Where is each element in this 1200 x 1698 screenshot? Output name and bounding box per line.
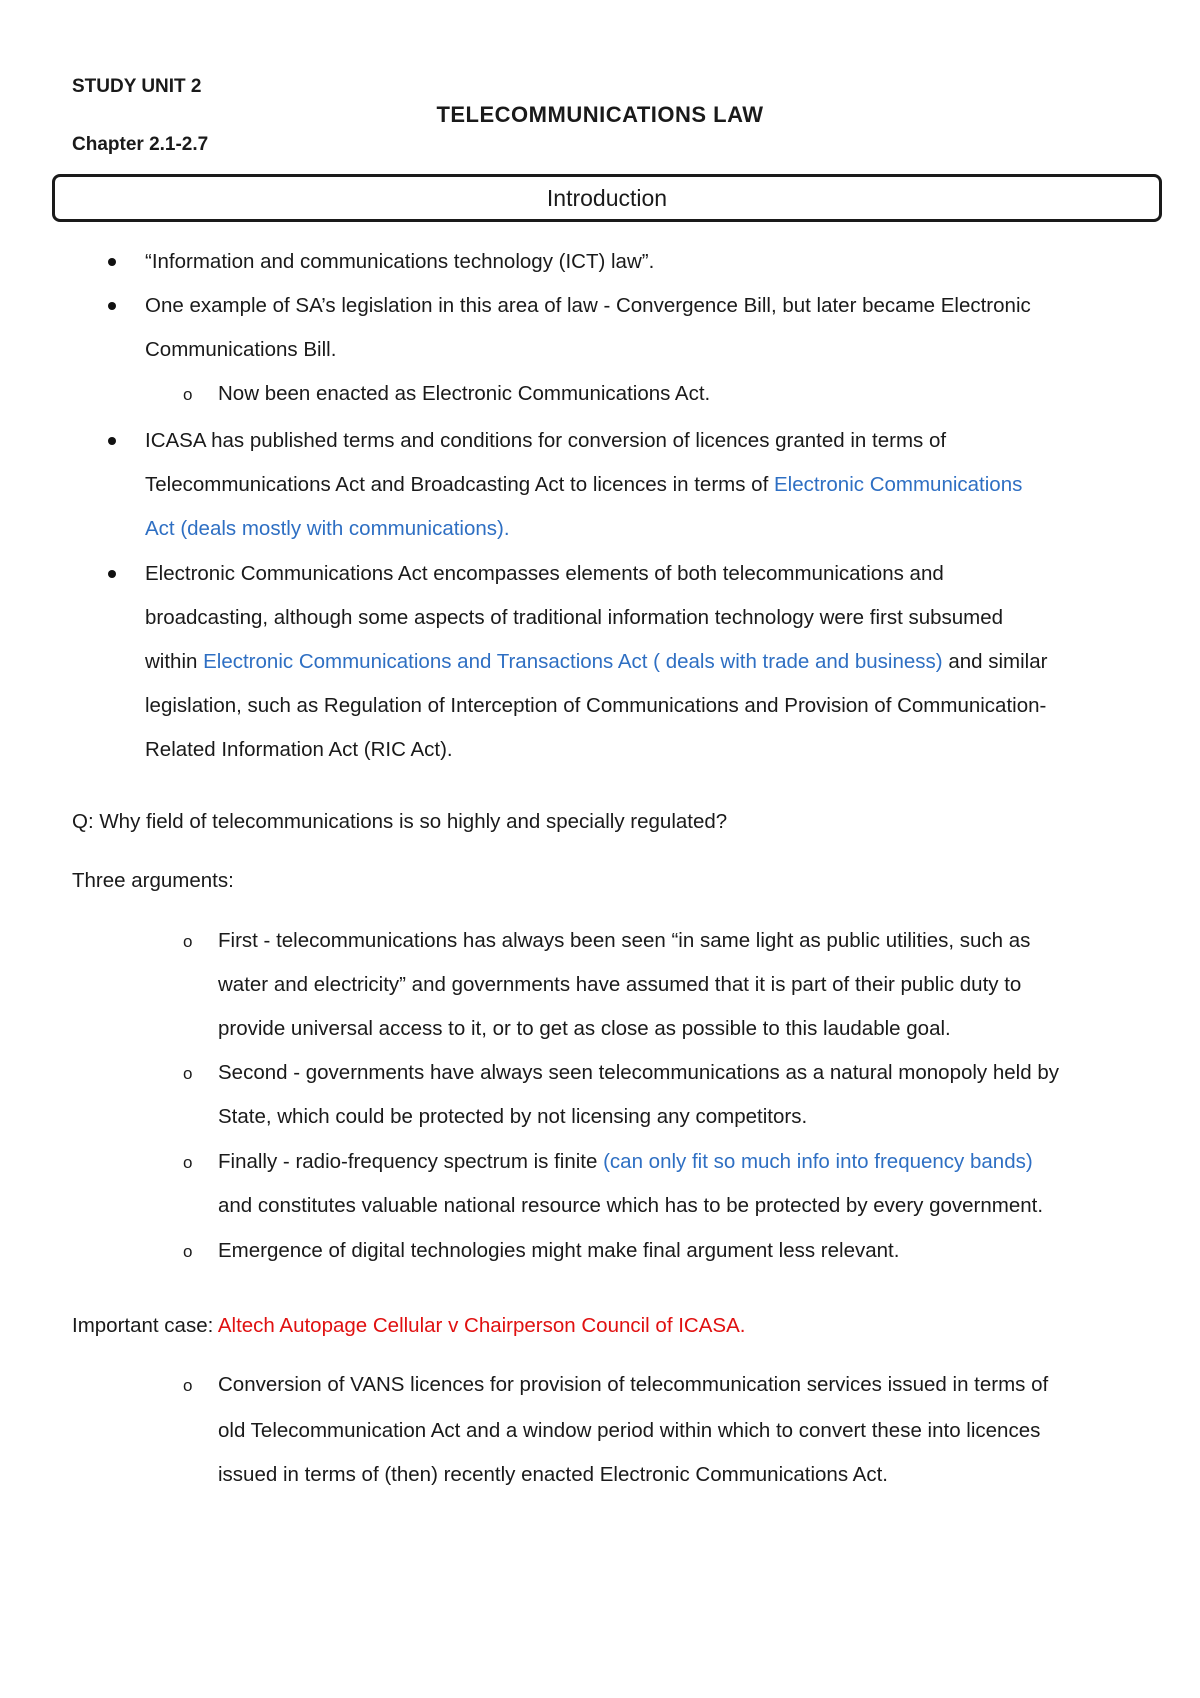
chapter-label: Chapter 2.1-2.7 [72, 134, 209, 155]
text-run: and similar [942, 650, 1048, 673]
bullet-icon [108, 570, 116, 578]
case-name: Altech Autopage Cellular v Chairperson Council of ICASA. [217, 1314, 746, 1337]
argument-item: First - telecommunications has always been seen “in same light as public utilities, such as [218, 929, 1031, 952]
study-unit-label: STUDY UNIT 2 [72, 76, 202, 97]
case-point-continuation: issued in terms of (then) recently enacted Electronic Communications Act. [218, 1463, 888, 1486]
argument-item [218, 1150, 1033, 1174]
document-title: TELECOMMUNICATIONS LAW [436, 102, 764, 127]
argument-continuation: State, which could be protected by not licensing any competitors. [218, 1105, 808, 1128]
sub-bullet-icon: o [183, 1376, 193, 1395]
list-item-continuation: broadcasting, although some aspects of traditional information technology were first subsumed [145, 606, 1004, 629]
list-item: Electronic Communications Act encompasses elements of both telecommunications and [145, 562, 944, 585]
list-item-continuation: legislation, such as Regulation of Interception of Communications and Provision of Communication- [145, 694, 1047, 717]
argument-continuation: water and electricity” and governments have assumed that it is part of their public duty to [218, 973, 1022, 996]
list-item: One example of SA’s legislation in this area of law - Convergence Bill, but later became Electronic [145, 294, 1031, 317]
highlight-note: (can only fit so much info into frequency bands) [603, 1150, 1033, 1173]
argument-continuation: provide universal access to it, or to get as close as possible to this laudable goal. [218, 1017, 951, 1040]
act-reference-continuation: Act (deals mostly with communications). [145, 517, 510, 540]
sub-bullet-icon: o [183, 1153, 193, 1172]
list-item-continuation [145, 650, 1047, 674]
act-reference: Electronic Communications and Transactions Act ( deals with trade and business) [203, 650, 943, 673]
argument-continuation: and constitutes valuable national resource which has to be protected by every government. [218, 1194, 1044, 1217]
list-item: “Information and communications technology (ICT) law”. [145, 250, 655, 273]
case-point-continuation: old Telecommunication Act and a window period within which to convert these into licences [218, 1419, 1041, 1442]
list-item-continuation: Related Information Act (RIC Act). [145, 738, 453, 761]
sub-bullet-icon: o [183, 385, 193, 404]
text-run: Finally - radio-frequency spectrum is finite [218, 1150, 604, 1173]
argument-item: Emergence of digital technologies might make final argument less relevant. [218, 1239, 900, 1262]
question-text: Q: Why field of telecommunications is so highly and specially regulated? [72, 810, 728, 833]
bullet-icon [108, 437, 116, 445]
bullet-icon [108, 302, 116, 310]
case-label: Important case: [72, 1314, 218, 1337]
act-reference: Electronic Communications [773, 473, 1023, 496]
section-heading: Introduction [546, 184, 668, 211]
case-point: Conversion of VANS licences for provision of telecommunication services issued in terms of [218, 1373, 1049, 1396]
arguments-heading: Three arguments: [72, 869, 234, 892]
sub-list-item: Now been enacted as Electronic Communications Act. [218, 382, 711, 405]
list-item-continuation: Communications Bill. [145, 338, 337, 361]
text-run: within [145, 650, 204, 673]
sub-bullet-icon: o [183, 1242, 193, 1261]
argument-item: Second - governments have always seen telecommunications as a natural monopoly held by [218, 1061, 1059, 1084]
important-case [72, 1314, 745, 1338]
list-item-continuation [145, 473, 1022, 497]
list-item: ICASA has published terms and conditions for conversion of licences granted in terms of [145, 429, 947, 452]
bullet-icon [108, 258, 116, 266]
sub-bullet-icon: o [183, 932, 193, 951]
text-run: Telecommunications Act and Broadcasting Act to licences in terms of [145, 473, 774, 496]
section-heading-box [52, 174, 1162, 222]
sub-bullet-icon: o [183, 1064, 193, 1083]
